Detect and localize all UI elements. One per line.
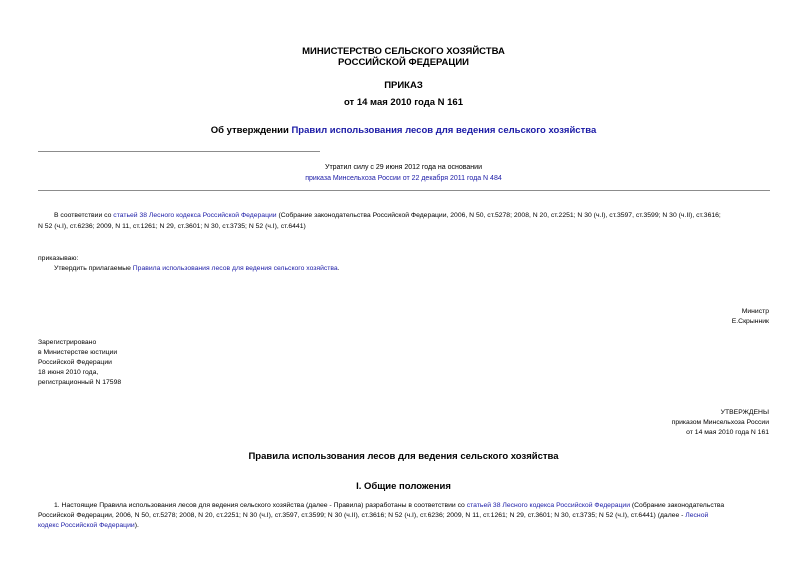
rules-p1-line-3 (38, 521, 139, 531)
registration-line-2: в Министерстве юстиции (38, 349, 118, 356)
registration-block (38, 338, 121, 388)
title-divider (38, 151, 320, 152)
doc-title-link[interactable]: Правил использования лесов для ведения сельского хозяйства (291, 125, 597, 136)
registration-line-5: регистрационный N 17598 (38, 379, 122, 386)
repeal-note-link[interactable]: приказа Минсельхоза России от 22 декабря 2011 года N 484 (305, 175, 502, 182)
doc-title (0, 125, 807, 136)
repeal-note-line-1: Утратил силу с 29 июня 2012 года на основании (325, 164, 482, 171)
order-prikazyvayu: приказываю: (38, 255, 79, 262)
approved-line-3: от 14 мая 2010 года N 161 (686, 429, 769, 436)
order-approve-prefix: Утвердить прилагаемые (54, 265, 133, 272)
order-approve-link[interactable]: Правила использования лесов для ведения сельского хозяйства (132, 265, 338, 272)
rules-section-1: I. Общие положения (356, 481, 451, 492)
doc-type: ПРИКАЗ (384, 80, 423, 91)
order-approve-suffix: . (337, 265, 340, 272)
signature-position: Министр (741, 308, 769, 315)
ministry-line-2: РОССИЙСКОЙ ФЕДЕРАЦИИ (337, 57, 469, 68)
approved-line-1: УТВЕРЖДЕНЫ (720, 409, 769, 416)
rules-p1-line-2-text: Российской Федерации, 2006, N 50, ст.5278; 2008, N 20, ст.2251; N 30 (ч.I), ст.3597, ст.3599; N 30 (ч.II), ст.3616; N 52 (ч.I), ст.6236; 2009, N 11, ст.1261; N 29, ст.3601; N 30, ст.3735; N 52 (ч.I), ст.6441) (далее - (38, 512, 686, 519)
rules-p1-end: ). (134, 522, 139, 529)
registration-line-3: Российской Федерации (38, 359, 112, 366)
rules-p1-code-link-a[interactable]: Лесной (685, 512, 709, 519)
approved-line-2: приказом Минсельхоза России (671, 419, 769, 426)
doc-date-number: от 14 мая 2010 года N 161 (343, 97, 464, 108)
ministry-line-1: МИНИСТЕРСТВО СЕЛЬСКОГО ХОЗЯЙСТВА (302, 46, 505, 57)
registration-line-1: Зарегистрировано (38, 339, 97, 346)
rules-p1-line-1 (38, 501, 778, 511)
preamble-suffix: (Собрание законодательства Российской Федерации, 2006, N 50, ст.5278; 2008, N 20, ст.2251; N 30 (ч.I), ст.3597, ст.3599; N 30 (ч.II), ст.3616; (276, 212, 721, 219)
preamble-line-2: N 52 (ч.I), ст.6236; 2009, N 11, ст.1261; N 29, ст.3601; N 30, ст.3735; N 52 (ч.I), ст.6441) (38, 223, 306, 230)
rules-p1-code-link-b[interactable]: кодекс Российской Федерации (38, 522, 135, 529)
signature-name: Е.Скрынник (731, 318, 769, 325)
preamble-line-1 (38, 211, 778, 221)
rules-p1-prefix: 1. Настоящие Правила использования лесов для ведения сельского хозяйства (далее - Правила) разработаны в соответствии со (54, 502, 467, 509)
rules-p1-after-link: (Собрание законодательства (630, 502, 725, 509)
registration-line-4: 18 июня 2010 года, (38, 369, 99, 376)
order-approve (54, 264, 340, 274)
rules-title: Правила использования лесов для ведения сельского хозяйства (248, 451, 559, 462)
repeal-divider (38, 190, 770, 191)
repeal-note-line-2 (0, 174, 807, 184)
preamble-prefix: В соответствии со (54, 212, 114, 219)
approved-block (672, 408, 769, 438)
rules-p1-article-link[interactable]: статьей 38 Лесного кодекса Российской Федерации (466, 502, 630, 509)
preamble-article-link[interactable]: статьей 38 Лесного кодекса Российской Федерации (113, 212, 277, 219)
rules-p1-line-2 (38, 511, 708, 521)
doc-title-prefix: Об утверждении (210, 125, 292, 136)
